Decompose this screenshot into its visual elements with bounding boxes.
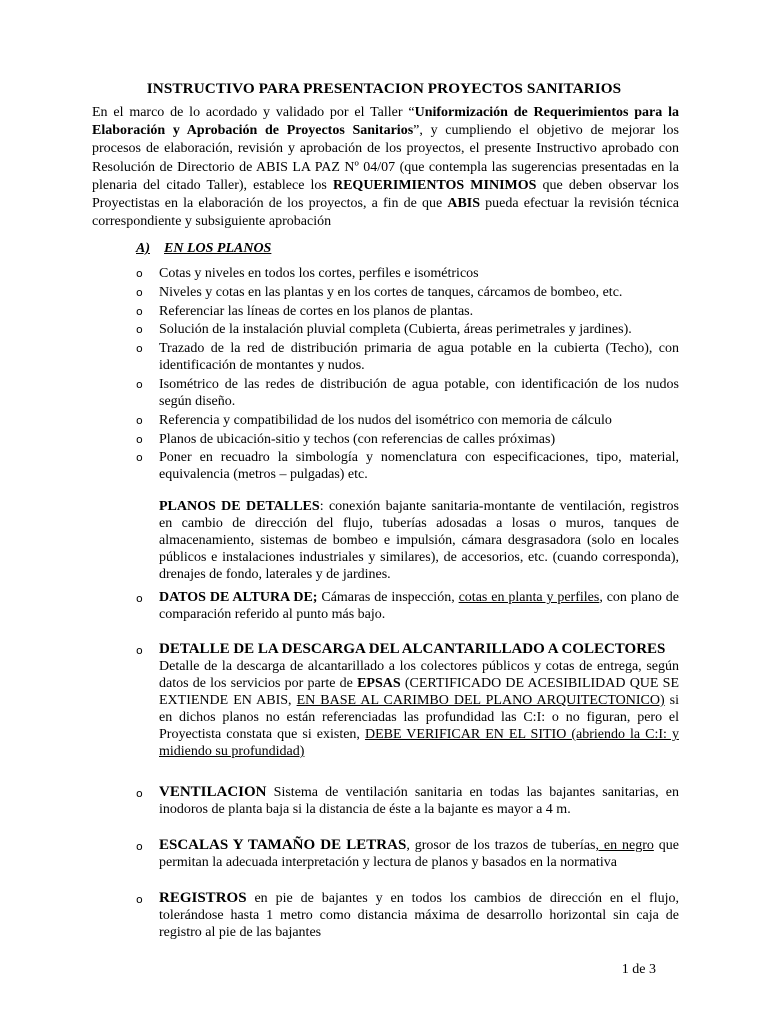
list-item: [136, 449, 679, 483]
document-title: INSTRUCTIVO PARA PRESENTACION PROYECTOS SANITARIOS: [146, 80, 622, 97]
section-a-heading: [136, 241, 271, 257]
planos-detalles-paragraph: [159, 498, 679, 583]
descarga-text-3: si en dichos planos no están referenciadas las profundidad las C:I: o no figuran, pero el Proyectista constata que si existen,: [159, 693, 679, 742]
intro-bold-workshop: Uniformización de Requerimientos para la Elaboración y Aprobación de Proyectos Sanitarios: [92, 105, 679, 139]
intro-text-3: que deben observar los Proyectistas en la elaboración de los proyectos, a fin de que: [92, 177, 679, 212]
intro-text-1: En el marco de lo acordado y validado por el Taller “: [92, 105, 415, 120]
bullet-icon: o: [136, 840, 143, 853]
list-item-text: Cotas y niveles en todos los cortes, perfiles e isométricos: [159, 266, 479, 281]
descarga-paragraph: [159, 658, 679, 760]
descarga-text-1: Detalle de la descarga de alcantarillado a los colectores públicos y cotas de entrega, según datos de los servicios por parte de: [159, 659, 679, 691]
intro-paragraph: [92, 104, 679, 231]
list-item-text: Planos de ubicación-sitio y techos (con referencias de calles próximas): [159, 431, 556, 447]
bullet-icon: o: [136, 644, 143, 657]
bullet-icon: o: [136, 451, 143, 465]
descarga-text-2: (CERTIFICADO DE ACESIBILIDAD QUE SE EXTIENDE EN ABIS,: [159, 676, 679, 708]
page-number: 1 de 3: [621, 962, 656, 977]
bullet-icon: o: [136, 377, 143, 391]
list-item-text: Niveles y cotas en las plantas y en los cortes de tanques, cárcamos de bombeo, etc.: [159, 284, 623, 300]
intro-text-4: pueda efectuar la revisión técnica correspondiente y subsiguiente aprobación: [92, 196, 679, 230]
registros-text: en pie de bajantes y en todos los cambios de dirección en el flujo, tolerándose hasta 1 metro como distancia máxima de desarrollo horizontal sin caja de registro al pie de las bajantes: [159, 891, 679, 940]
datos-altura-item: [136, 589, 679, 623]
datos-altura-text-1: Cámaras de inspección,: [317, 590, 459, 605]
list-item: [136, 303, 679, 320]
datos-altura-underlined: cotas en planta y perfiles: [458, 590, 600, 605]
ventilacion-item: [136, 784, 679, 818]
intro-text-2: ”, y cumpliendo el objetivo de mejorar los procesos de elaboración, revisión y aprobación de los proyectos, el presente Instructivo aprobado con Resolución de Directorio de ABIS LA PAZ Nº 04/07 (que contempla las sugerencias presentadas en la plenaria del citado Taller), establece los: [92, 123, 679, 193]
bullet-icon: o: [136, 413, 143, 427]
planos-list: [136, 265, 679, 485]
bullet-icon: o: [136, 342, 143, 356]
registros-item: [136, 890, 679, 941]
descarga-item: [136, 641, 679, 760]
datos-altura-heading: DATOS DE ALTURA DE;: [159, 590, 318, 605]
escalas-text-1: , grosor de los trazos de tuberías: [406, 838, 596, 853]
list-item-text: Trazado de la red de distribución primaria de agua potable en la cubierta (Techo), con identificación de montantes y nudos.: [159, 341, 679, 374]
escalas-item: [136, 837, 679, 871]
ventilacion-text: Sistema de ventilación sanitaria en todas las bajantes sanitarias, en inodoros de planta baja si la distancia de éste a la bajante es mayor a 4 m.: [159, 785, 679, 817]
descarga-heading: DETALLE DE LA DESCARGA DEL ALCANTARILLADO A COLECTORES: [159, 641, 666, 657]
list-item: [136, 321, 679, 338]
descarga-underlined-2: DEBE VERIFICAR EN EL SITIO (abriendo la C:I: y midiendo su profundidad): [159, 727, 679, 759]
intro-bold-requirements: REQUERIMIENTOS MINIMOS: [332, 177, 537, 193]
list-item-text: Poner en recuadro la simbología y nomenclatura con especificaciones, tipo, material, equivalencia (metros – pulgadas) etc.: [159, 450, 679, 483]
bullet-icon: o: [136, 267, 143, 280]
escalas-underlined: , en negro: [595, 838, 654, 853]
list-item-text: Solución de la instalación pluvial completa (Cubierta, áreas perimetrales y jardines).: [159, 322, 632, 338]
bullet-icon: o: [136, 323, 143, 337]
registros-heading: REGISTROS: [159, 890, 247, 906]
escalas-heading: ESCALAS Y TAMAÑO DE LETRAS: [159, 837, 407, 853]
list-item: [136, 431, 679, 448]
planos-detalles-text: : conexión bajante sanitaria-montante de ventilación, registros en cambio de dirección del flujo, tuberías adosadas a losas o muros, tanques de almacenamiento, sistemas de bombeo e impulsión, cámara desgrasadora (solo en locales públicos e instalaciones industriales y similares), de accesorios, etc. (cuando corresponda), drenajes de fondo, laterales y de jardines.: [159, 499, 679, 582]
bullet-icon: o: [136, 592, 143, 605]
list-item: [136, 284, 679, 301]
section-a-label: EN LOS PLANOS: [164, 241, 272, 256]
descarga-bold-epsas: EPSAS: [357, 676, 401, 691]
section-a-letter: A): [136, 241, 150, 256]
list-item-text: Referencia y compatibilidad de los nudos del isométrico con memoria de cálculo: [159, 412, 612, 428]
bullet-icon: o: [136, 285, 143, 299]
list-item: [136, 340, 679, 374]
ventilacion-heading: VENTILACION: [159, 784, 267, 800]
datos-altura-text-2: , con plano de comparación referido al punto más bajo.: [159, 590, 680, 622]
list-item: [136, 376, 679, 410]
bullet-icon: o: [136, 787, 143, 800]
planos-detalles-heading: PLANOS DE DETALLES: [159, 499, 320, 514]
intro-bold-abis: ABIS: [447, 196, 481, 212]
list-item-text: Isométrico de las redes de distribución de agua potable, con identificación de los nudos según diseño.: [159, 376, 679, 409]
bullet-icon: o: [136, 893, 143, 906]
list-item: [136, 412, 679, 429]
list-item: [136, 265, 679, 282]
list-item-text: Referenciar las líneas de cortes en los planos de plantas.: [159, 303, 474, 319]
descarga-underlined-1: EN BASE AL CARIMBO DEL PLANO ARQUITECTONICO): [296, 693, 665, 708]
bullet-icon: o: [136, 432, 143, 446]
escalas-text-2: que permitan la adecuada interpretación y lectura de planos y basados en la normativa: [159, 838, 679, 870]
bullet-icon: o: [136, 304, 143, 318]
